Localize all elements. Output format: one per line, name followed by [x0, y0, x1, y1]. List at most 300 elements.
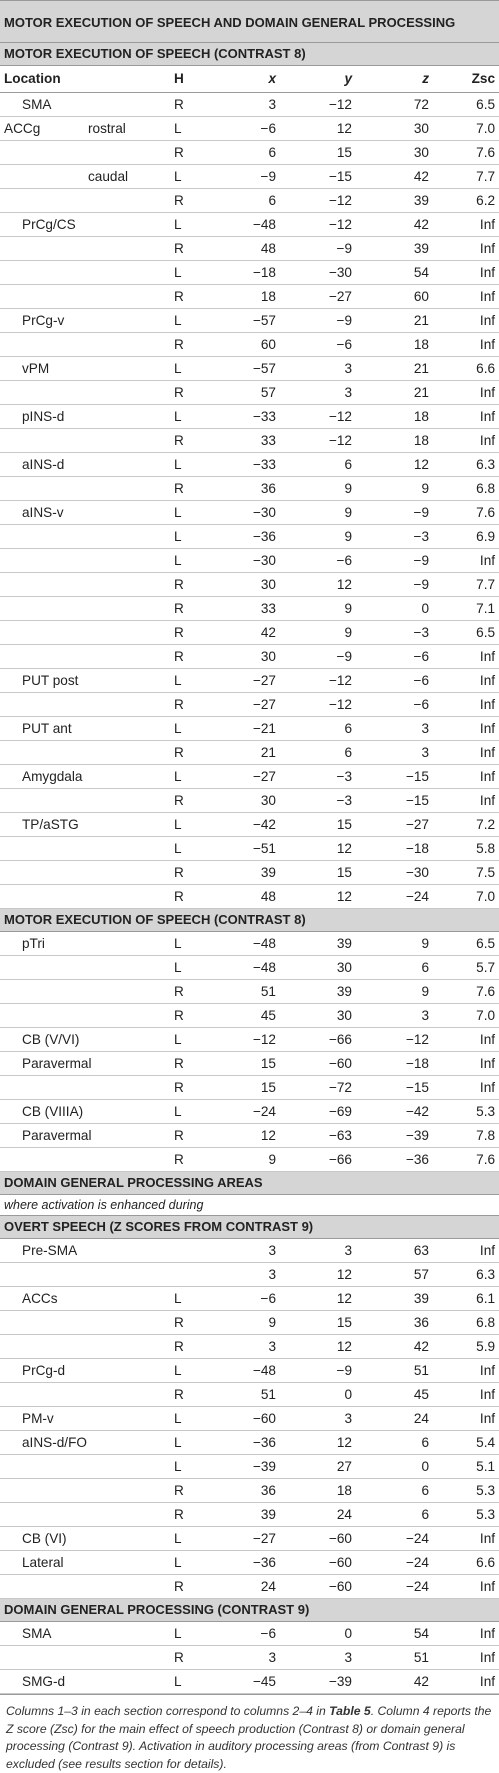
- zsc-cell: 6.3: [439, 1263, 499, 1287]
- table-row: [0, 1407, 499, 1431]
- location-cell: [0, 237, 84, 261]
- location-cell: [0, 597, 84, 621]
- x-cell: −48: [216, 956, 286, 980]
- table-row: [0, 357, 499, 381]
- x-cell: 9: [216, 1148, 286, 1172]
- table-row: [0, 645, 499, 669]
- sublocation-cell: [84, 861, 168, 885]
- y-cell: −15: [286, 165, 362, 189]
- x-cell: 24: [216, 1575, 286, 1599]
- location-cell: Paravermal: [0, 1124, 84, 1148]
- z-cell: 6: [362, 1431, 439, 1455]
- location-cell: [0, 980, 84, 1004]
- table-row: [0, 1551, 499, 1575]
- x-cell: −51: [216, 837, 286, 861]
- table-row: [0, 1670, 499, 1694]
- location-cell: vPM: [0, 357, 84, 381]
- x-cell: −24: [216, 1100, 286, 1124]
- x-cell: −33: [216, 453, 286, 477]
- z-cell: 63: [362, 1239, 439, 1263]
- zsc-cell: 5.3: [439, 1479, 499, 1503]
- z-cell: 6: [362, 956, 439, 980]
- table-row: [0, 1004, 499, 1028]
- x-cell: 9: [216, 1311, 286, 1335]
- sublocation-cell: [84, 741, 168, 765]
- hemisphere-cell: L: [168, 1527, 216, 1551]
- zsc-cell: Inf: [439, 1670, 499, 1694]
- zsc-cell: 7.0: [439, 885, 499, 909]
- z-cell: −15: [362, 765, 439, 789]
- x-cell: −27: [216, 1527, 286, 1551]
- table-row: [0, 93, 499, 117]
- x-cell: 45: [216, 1004, 286, 1028]
- table-title: MOTOR EXECUTION OF SPEECH AND DOMAIN GENERAL PROCESSING: [0, 1, 499, 43]
- sublocation-cell: [84, 1239, 168, 1263]
- section-heading-row: [0, 909, 499, 932]
- table-row: [0, 573, 499, 597]
- location-cell: [0, 1383, 84, 1407]
- z-cell: −15: [362, 789, 439, 813]
- zsc-cell: 7.6: [439, 980, 499, 1004]
- sublocation-cell: [84, 141, 168, 165]
- sublocation-cell: [84, 381, 168, 405]
- sublocation-cell: [84, 1100, 168, 1124]
- x-cell: 18: [216, 285, 286, 309]
- sublocation-cell: [84, 597, 168, 621]
- table-row: [0, 189, 499, 213]
- y-cell: 30: [286, 956, 362, 980]
- table-row: [0, 405, 499, 429]
- hemisphere-cell: R: [168, 1479, 216, 1503]
- y-cell: 27: [286, 1455, 362, 1479]
- zsc-cell: Inf: [439, 1622, 499, 1646]
- header-zsc: Zsc: [439, 66, 499, 93]
- sublocation-cell: [84, 501, 168, 525]
- y-cell: −66: [286, 1028, 362, 1052]
- sublocation-cell: [84, 621, 168, 645]
- sublocation-cell: [84, 1263, 168, 1287]
- y-cell: 39: [286, 932, 362, 956]
- x-cell: 30: [216, 789, 286, 813]
- hemisphere-cell: R: [168, 980, 216, 1004]
- x-cell: −45: [216, 1670, 286, 1694]
- z-cell: 72: [362, 93, 439, 117]
- location-cell: [0, 429, 84, 453]
- location-cell: SMA: [0, 1622, 84, 1646]
- sublocation-cell: [84, 1575, 168, 1599]
- hemisphere-cell: R: [168, 381, 216, 405]
- y-cell: 15: [286, 813, 362, 837]
- hemisphere-cell: L: [168, 165, 216, 189]
- zsc-cell: 7.6: [439, 141, 499, 165]
- table-row: [0, 477, 499, 501]
- sublocation-cell: [84, 189, 168, 213]
- hemisphere-cell: L: [168, 453, 216, 477]
- zsc-cell: Inf: [439, 1028, 499, 1052]
- z-cell: −24: [362, 885, 439, 909]
- table-row: [0, 932, 499, 956]
- y-cell: 9: [286, 477, 362, 501]
- z-cell: 0: [362, 1455, 439, 1479]
- z-cell: −42: [362, 1100, 439, 1124]
- table-row: [0, 980, 499, 1004]
- zsc-cell: 6.5: [439, 93, 499, 117]
- location-cell: Lateral: [0, 1551, 84, 1575]
- section-heading: DOMAIN GENERAL PROCESSING (CONTRAST 9): [0, 1599, 499, 1622]
- header-y: y: [286, 66, 362, 93]
- y-cell: −66: [286, 1148, 362, 1172]
- y-cell: 3: [286, 1407, 362, 1431]
- z-cell: −24: [362, 1575, 439, 1599]
- sublocation-cell: [84, 261, 168, 285]
- location-cell: PM-v: [0, 1407, 84, 1431]
- location-cell: [0, 333, 84, 357]
- sublocation-cell: [84, 453, 168, 477]
- location-cell: aINS-d/FO: [0, 1431, 84, 1455]
- z-cell: 39: [362, 237, 439, 261]
- x-cell: 42: [216, 621, 286, 645]
- y-cell: 12: [286, 1263, 362, 1287]
- location-cell: [0, 141, 84, 165]
- hemisphere-cell: L: [168, 956, 216, 980]
- sublocation-cell: [84, 765, 168, 789]
- x-cell: 33: [216, 597, 286, 621]
- z-cell: 39: [362, 189, 439, 213]
- hemisphere-cell: R: [168, 1575, 216, 1599]
- x-cell: 3: [216, 1239, 286, 1263]
- zsc-cell: Inf: [439, 1407, 499, 1431]
- section-note: where activation is enhanced during: [0, 1195, 499, 1216]
- sublocation-cell: [84, 1028, 168, 1052]
- hemisphere-cell: R: [168, 885, 216, 909]
- y-cell: −12: [286, 429, 362, 453]
- x-cell: 39: [216, 861, 286, 885]
- header-x: x: [216, 66, 286, 93]
- z-cell: 18: [362, 333, 439, 357]
- x-cell: 48: [216, 885, 286, 909]
- x-cell: −6: [216, 117, 286, 141]
- hemisphere-cell: L: [168, 932, 216, 956]
- z-cell: −30: [362, 861, 439, 885]
- caption-text-2: . Column 4 reports the Z score (Zsc) for the main effect of speech production (Contrast 8) or domain general processing (Contrast 9). Activation in auditory processing areas (from Contrast 9) is excluded (see results section for details).: [6, 1704, 492, 1771]
- hemisphere-cell: L: [168, 1287, 216, 1311]
- z-cell: 60: [362, 285, 439, 309]
- table-row: [0, 1646, 499, 1670]
- hemisphere-cell: R: [168, 429, 216, 453]
- z-cell: −9: [362, 573, 439, 597]
- location-cell: [0, 645, 84, 669]
- x-cell: −48: [216, 932, 286, 956]
- x-cell: −48: [216, 213, 286, 237]
- x-cell: −12: [216, 1028, 286, 1052]
- sublocation-cell: [84, 956, 168, 980]
- sublocation-cell: [84, 1670, 168, 1694]
- zsc-cell: 7.2: [439, 813, 499, 837]
- location-cell: PrCg-v: [0, 309, 84, 333]
- table-row: [0, 285, 499, 309]
- column-header-row: [0, 66, 499, 93]
- table-row: [0, 141, 499, 165]
- x-cell: 39: [216, 1503, 286, 1527]
- hemisphere-cell: R: [168, 645, 216, 669]
- sublocation-cell: rostral: [84, 117, 168, 141]
- hemisphere-cell: R: [168, 189, 216, 213]
- zsc-cell: Inf: [439, 1383, 499, 1407]
- y-cell: 15: [286, 861, 362, 885]
- hemisphere-cell: R: [168, 1148, 216, 1172]
- table-row: [0, 261, 499, 285]
- zsc-cell: Inf: [439, 549, 499, 573]
- zsc-cell: Inf: [439, 309, 499, 333]
- z-cell: 6: [362, 1503, 439, 1527]
- hemisphere-cell: L: [168, 213, 216, 237]
- y-cell: 15: [286, 141, 362, 165]
- section-heading: OVERT SPEECH (Z SCORES FROM CONTRAST 9): [0, 1216, 499, 1239]
- zsc-cell: 6.6: [439, 357, 499, 381]
- x-cell: 33: [216, 429, 286, 453]
- zsc-cell: 6.5: [439, 932, 499, 956]
- table-row: [0, 1479, 499, 1503]
- z-cell: 42: [362, 165, 439, 189]
- sublocation-cell: [84, 813, 168, 837]
- y-cell: −12: [286, 693, 362, 717]
- z-cell: 3: [362, 741, 439, 765]
- y-cell: −6: [286, 333, 362, 357]
- location-cell: [0, 165, 84, 189]
- x-cell: −30: [216, 549, 286, 573]
- x-cell: −36: [216, 1551, 286, 1575]
- x-cell: 3: [216, 1646, 286, 1670]
- z-cell: −3: [362, 621, 439, 645]
- z-cell: 42: [362, 1670, 439, 1694]
- table-row: [0, 501, 499, 525]
- hemisphere-cell: L: [168, 837, 216, 861]
- hemisphere-cell: L: [168, 357, 216, 381]
- zsc-cell: 6.1: [439, 1287, 499, 1311]
- y-cell: 0: [286, 1383, 362, 1407]
- sublocation-cell: [84, 693, 168, 717]
- hemisphere-cell: R: [168, 1503, 216, 1527]
- x-cell: 51: [216, 1383, 286, 1407]
- x-cell: 15: [216, 1076, 286, 1100]
- x-cell: 6: [216, 189, 286, 213]
- zsc-cell: Inf: [439, 381, 499, 405]
- y-cell: −12: [286, 189, 362, 213]
- location-cell: [0, 789, 84, 813]
- y-cell: 12: [286, 885, 362, 909]
- table-row: [0, 621, 499, 645]
- sublocation-cell: caudal: [84, 165, 168, 189]
- z-cell: −6: [362, 693, 439, 717]
- y-cell: −12: [286, 669, 362, 693]
- y-cell: −9: [286, 237, 362, 261]
- z-cell: −24: [362, 1527, 439, 1551]
- z-cell: 18: [362, 429, 439, 453]
- table-row: [0, 1431, 499, 1455]
- z-cell: −15: [362, 1076, 439, 1100]
- sublocation-cell: [84, 1503, 168, 1527]
- zsc-cell: 6.3: [439, 453, 499, 477]
- section-heading: DOMAIN GENERAL PROCESSING AREAS: [0, 1172, 499, 1195]
- hemisphere-cell: L: [168, 1670, 216, 1694]
- location-cell: aINS-d: [0, 453, 84, 477]
- x-cell: −30: [216, 501, 286, 525]
- sublocation-cell: [84, 1004, 168, 1028]
- zsc-cell: Inf: [439, 261, 499, 285]
- table-row: [0, 1124, 499, 1148]
- location-cell: Pre-SMA: [0, 1239, 84, 1263]
- x-cell: −6: [216, 1622, 286, 1646]
- y-cell: −69: [286, 1100, 362, 1124]
- location-cell: [0, 1503, 84, 1527]
- y-cell: −60: [286, 1527, 362, 1551]
- hemisphere-cell: R: [168, 93, 216, 117]
- zsc-cell: Inf: [439, 741, 499, 765]
- zsc-cell: 7.6: [439, 501, 499, 525]
- sublocation-cell: [84, 717, 168, 741]
- sublocation-cell: [84, 285, 168, 309]
- zsc-cell: Inf: [439, 693, 499, 717]
- sublocation-cell: [84, 237, 168, 261]
- location-cell: ACCs: [0, 1287, 84, 1311]
- x-cell: 30: [216, 645, 286, 669]
- location-cell: [0, 621, 84, 645]
- sublocation-cell: [84, 1124, 168, 1148]
- table-row: [0, 1527, 499, 1551]
- zsc-cell: Inf: [439, 765, 499, 789]
- y-cell: −30: [286, 261, 362, 285]
- z-cell: 57: [362, 1263, 439, 1287]
- z-cell: −18: [362, 1052, 439, 1076]
- table-row: [0, 789, 499, 813]
- sublocation-cell: [84, 357, 168, 381]
- z-cell: −24: [362, 1551, 439, 1575]
- x-cell: 3: [216, 1263, 286, 1287]
- table-row: [0, 1100, 499, 1124]
- x-cell: −27: [216, 693, 286, 717]
- x-cell: 3: [216, 1335, 286, 1359]
- zsc-cell: 7.8: [439, 1124, 499, 1148]
- sublocation-cell: [84, 1646, 168, 1670]
- y-cell: 3: [286, 1239, 362, 1263]
- location-cell: [0, 549, 84, 573]
- location-cell: CB (V/VI): [0, 1028, 84, 1052]
- hemisphere-cell: L: [168, 525, 216, 549]
- hemisphere-cell: R: [168, 1004, 216, 1028]
- y-cell: −63: [286, 1124, 362, 1148]
- zsc-cell: 6.6: [439, 1551, 499, 1575]
- x-cell: 3: [216, 93, 286, 117]
- hemisphere-cell: L: [168, 405, 216, 429]
- location-cell: [0, 1479, 84, 1503]
- hemisphere-cell: R: [168, 1076, 216, 1100]
- location-cell: [0, 956, 84, 980]
- zsc-cell: 5.8: [439, 837, 499, 861]
- y-cell: 3: [286, 381, 362, 405]
- sublocation-cell: [84, 885, 168, 909]
- z-cell: 36: [362, 1311, 439, 1335]
- x-cell: 36: [216, 1479, 286, 1503]
- hemisphere-cell: R: [168, 789, 216, 813]
- y-cell: −3: [286, 789, 362, 813]
- y-cell: −9: [286, 1359, 362, 1383]
- z-cell: 3: [362, 717, 439, 741]
- zsc-cell: Inf: [439, 405, 499, 429]
- section-note-row: [0, 1195, 499, 1216]
- location-cell: [0, 1263, 84, 1287]
- location-cell: CB (VI): [0, 1527, 84, 1551]
- x-cell: −39: [216, 1455, 286, 1479]
- location-cell: SMA: [0, 93, 84, 117]
- y-cell: −6: [286, 549, 362, 573]
- table-row: [0, 1239, 499, 1263]
- zsc-cell: 7.5: [439, 861, 499, 885]
- hemisphere-cell: [168, 1239, 216, 1263]
- hemisphere-cell: L: [168, 1455, 216, 1479]
- table-row: [0, 813, 499, 837]
- y-cell: 9: [286, 525, 362, 549]
- sublocation-cell: [84, 1551, 168, 1575]
- sublocation-cell: [84, 932, 168, 956]
- zsc-cell: Inf: [439, 1527, 499, 1551]
- table-row: [0, 1455, 499, 1479]
- zsc-cell: 6.2: [439, 189, 499, 213]
- z-cell: −3: [362, 525, 439, 549]
- y-cell: −39: [286, 1670, 362, 1694]
- zsc-cell: 7.6: [439, 1148, 499, 1172]
- sublocation-cell: [84, 1455, 168, 1479]
- zsc-cell: 6.9: [439, 525, 499, 549]
- y-cell: 18: [286, 1479, 362, 1503]
- hemisphere-cell: R: [168, 693, 216, 717]
- hemisphere-cell: R: [168, 285, 216, 309]
- x-cell: 30: [216, 573, 286, 597]
- z-cell: 42: [362, 1335, 439, 1359]
- x-cell: −21: [216, 717, 286, 741]
- z-cell: −39: [362, 1124, 439, 1148]
- y-cell: 12: [286, 837, 362, 861]
- location-cell: [0, 1311, 84, 1335]
- x-cell: 12: [216, 1124, 286, 1148]
- z-cell: −27: [362, 813, 439, 837]
- header-location: Location: [0, 66, 168, 93]
- hemisphere-cell: L: [168, 1431, 216, 1455]
- sublocation-cell: [84, 573, 168, 597]
- zsc-cell: Inf: [439, 213, 499, 237]
- sublocation-cell: [84, 1622, 168, 1646]
- sublocation-cell: [84, 1359, 168, 1383]
- table-row: [0, 165, 499, 189]
- z-cell: −36: [362, 1148, 439, 1172]
- table-row: [0, 525, 499, 549]
- y-cell: 9: [286, 597, 362, 621]
- y-cell: 12: [286, 1431, 362, 1455]
- y-cell: 9: [286, 621, 362, 645]
- zsc-cell: 6.5: [439, 621, 499, 645]
- table-row: [0, 597, 499, 621]
- x-cell: −57: [216, 357, 286, 381]
- table-row: [0, 1263, 499, 1287]
- location-cell: [0, 285, 84, 309]
- y-cell: −12: [286, 213, 362, 237]
- y-cell: 6: [286, 453, 362, 477]
- hemisphere-cell: L: [168, 549, 216, 573]
- zsc-cell: 5.4: [439, 1431, 499, 1455]
- z-cell: 18: [362, 405, 439, 429]
- hemisphere-cell: R: [168, 477, 216, 501]
- x-cell: −27: [216, 669, 286, 693]
- x-cell: −42: [216, 813, 286, 837]
